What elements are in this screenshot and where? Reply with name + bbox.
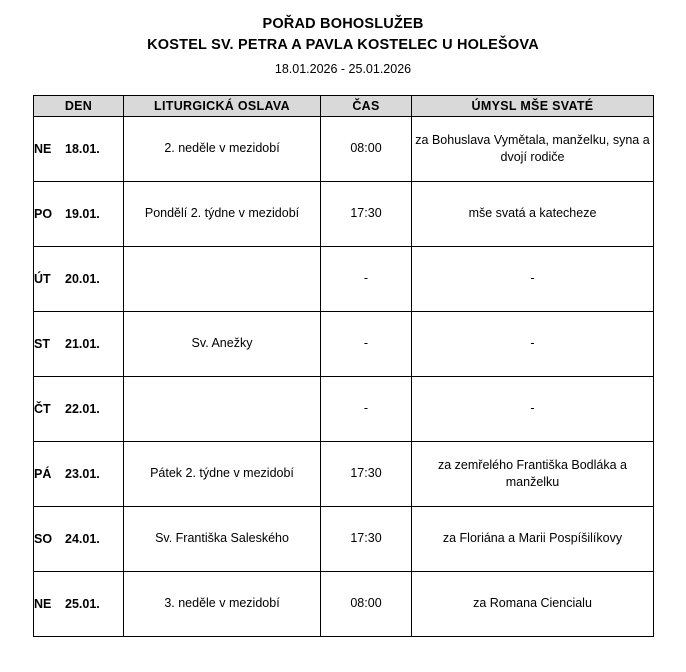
day-date: 19.01. <box>65 206 100 221</box>
page-title-line-2: KOSTEL SV. PETRA A PAVLA KOSTELEC U HOLEŠOVA <box>147 37 539 54</box>
cell-time: 17:30 <box>321 506 412 571</box>
day-of-week: NE <box>34 141 52 156</box>
cell-intention: za Floriána a Marii Pospíšilíkovy <box>412 506 654 571</box>
cell-celebration: Pondělí 2. týdne v mezidobí <box>124 181 321 246</box>
table-row <box>34 311 654 376</box>
cell-time: - <box>321 376 412 441</box>
table-header-row <box>34 95 654 116</box>
day-of-week: SO <box>34 531 53 546</box>
day-of-week: PÁ <box>34 466 52 481</box>
table-row <box>34 116 654 181</box>
column-header-celebration: LITURGICKÁ OSLAVA <box>124 95 321 116</box>
table-header-row-group <box>34 95 654 116</box>
column-header-time: ČAS <box>321 95 412 116</box>
table-row <box>34 376 654 441</box>
cell-day <box>34 181 124 246</box>
table-body <box>34 116 654 636</box>
column-header-intention: ÚMYSL MŠE SVATÉ <box>412 95 654 116</box>
cell-celebration: Sv. Františka Saleského <box>124 506 321 571</box>
schedule-table-wrapper <box>33 95 653 637</box>
day-of-week: NE <box>34 596 52 611</box>
cell-time: 17:30 <box>321 181 412 246</box>
cell-time: 17:30 <box>321 441 412 506</box>
table-row <box>34 246 654 311</box>
day-date: 20.01. <box>65 271 100 286</box>
day-date: 25.01. <box>65 596 100 611</box>
day-of-week: ST <box>34 336 50 351</box>
day-date: 23.01. <box>65 466 100 481</box>
column-header-day: DEN <box>34 95 124 116</box>
cell-day <box>34 116 124 181</box>
cell-celebration: 2. neděle v mezidobí <box>124 116 321 181</box>
day-of-week: ČT <box>34 401 51 416</box>
date-range: 18.01.2026 - 25.01.2026 <box>274 62 412 77</box>
schedule-table <box>33 95 654 637</box>
cell-celebration: 3. neděle v mezidobí <box>124 571 321 636</box>
cell-day <box>34 311 124 376</box>
cell-intention: - <box>412 311 654 376</box>
cell-intention: za Romana Ciencialu <box>412 571 654 636</box>
cell-day <box>34 506 124 571</box>
cell-day <box>34 571 124 636</box>
day-of-week: ÚT <box>34 271 51 286</box>
table-row <box>34 441 654 506</box>
cell-celebration <box>124 376 321 441</box>
page-title-line-1: POŘAD BOHOSLUŽEB <box>262 16 424 32</box>
cell-celebration <box>124 246 321 311</box>
cell-intention: - <box>412 376 654 441</box>
cell-intention: - <box>412 246 654 311</box>
cell-time: 08:00 <box>321 116 412 181</box>
day-date: 22.01. <box>65 401 100 416</box>
cell-celebration: Sv. Anežky <box>124 311 321 376</box>
table-row <box>34 181 654 246</box>
cell-time: - <box>321 246 412 311</box>
day-of-week: PO <box>34 206 53 221</box>
cell-time: - <box>321 311 412 376</box>
cell-day <box>34 441 124 506</box>
day-date: 21.01. <box>65 336 100 351</box>
cell-day <box>34 376 124 441</box>
cell-intention: za Bohuslava Vymětala, manželku, syna a dvojí rodiče <box>412 116 654 181</box>
cell-intention: za zemřelého Františka Bodláka a manželku <box>412 441 654 506</box>
day-date: 24.01. <box>65 531 100 546</box>
cell-day <box>34 246 124 311</box>
cell-time: 08:00 <box>321 571 412 636</box>
document-header <box>0 0 686 79</box>
table-row <box>34 506 654 571</box>
cell-celebration: Pátek 2. týdne v mezidobí <box>124 441 321 506</box>
day-date: 18.01. <box>65 141 100 156</box>
cell-intention: mše svatá a katecheze <box>412 181 654 246</box>
table-row <box>34 571 654 636</box>
